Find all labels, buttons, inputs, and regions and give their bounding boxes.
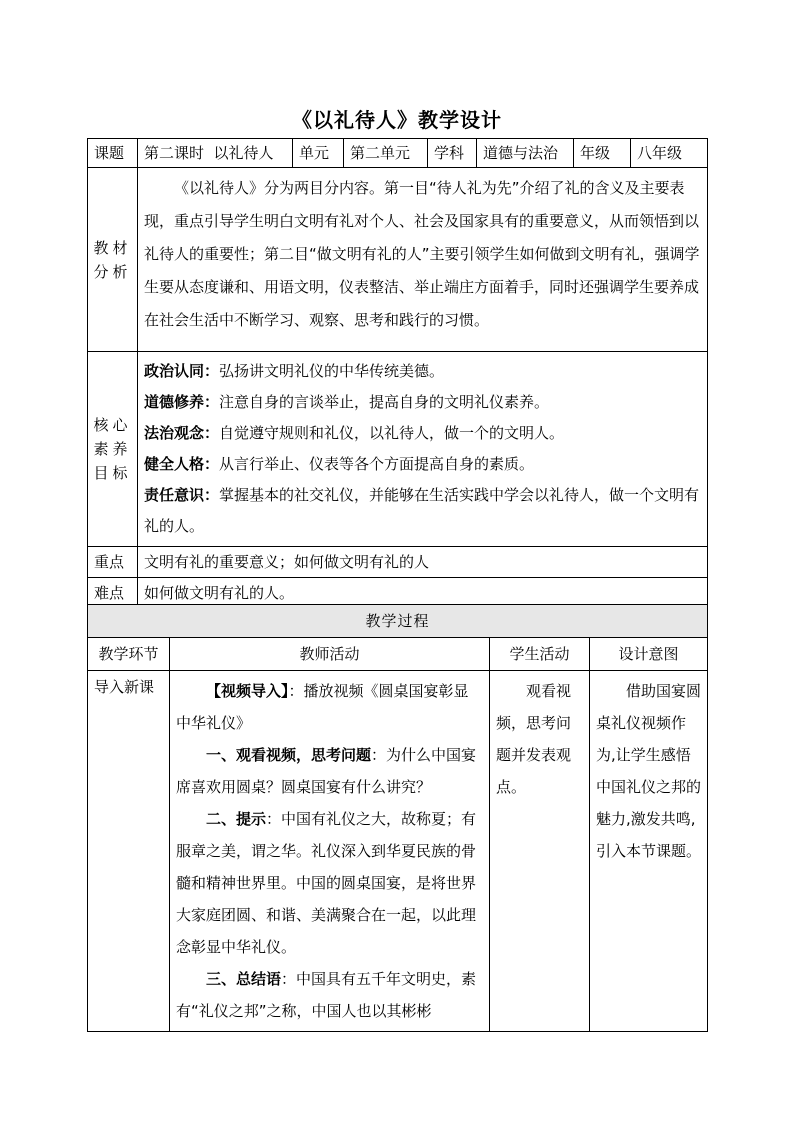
textbook-row [88, 168, 708, 352]
teacher-para [176, 739, 483, 803]
goal-key: 道德修养： [144, 393, 220, 411]
para-text: ：中国具有五千年文明史，素有“礼仪之邦”之称，中国人也以其彬彬 [176, 970, 477, 1020]
lesson-label: 课题 [88, 139, 138, 168]
goal-item [144, 449, 701, 480]
key-point-row [88, 547, 708, 578]
textbook-text: 《以礼待人》分为两目分内容。第一目“待人礼为先”介绍了礼的含义及主要表现，重点引导学生明白文明有礼对个人、社会及国家具有的重要意义，从而领悟到以礼待人的重要性；第二目“做文明有礼的人”主要引领学生如何做到文明有礼，强调学生要从态度谦和、用语文明，仪表整洁、举止端庄方面着手，同时还强调学生要养成在社会生活中不断学习、观察、思考和践行的习惯。 [138, 168, 708, 352]
goal-text: 从言行举止、仪表等各个方面提高自身的素质。 [219, 455, 535, 473]
para-key: 一、观看视频，思考问题 [206, 746, 372, 764]
goal-key: 法治观念： [144, 424, 220, 442]
difficulty-label: 难点 [88, 578, 138, 609]
key-point-label: 重点 [88, 547, 138, 578]
process-header-row [88, 638, 708, 671]
para-key: 二、提示 [206, 810, 267, 828]
lesson-value: 第二课时 以礼待人 [138, 139, 293, 168]
subject-label: 学科 [428, 139, 477, 168]
teacher-para [176, 675, 483, 739]
goal-key: 政治认同： [144, 362, 220, 380]
goal-item [144, 387, 701, 418]
goal-text: 掌握基本的社交礼仪，并能够在生活实践中学会以礼待人，做一个文明有礼的人。 [144, 486, 700, 535]
unit-value: 第二单元 [344, 139, 428, 168]
process-section-title: 教学过程 [88, 605, 708, 638]
grade-label: 年级 [574, 139, 631, 168]
goal-key: 责任意识： [144, 486, 220, 504]
unit-label: 单元 [293, 139, 344, 168]
stage-cell: 导入新课 [88, 671, 170, 1032]
goal-item [144, 480, 701, 542]
goal-item [144, 418, 701, 449]
textbook-label: 教材分析 [88, 168, 138, 352]
para-text: ：为什么中国宴席喜欢用圆桌？圆桌国宴有什么讲究？ [176, 746, 477, 796]
para-text: ：中国有礼仪之大，故称夏；有服章之美，谓之华。礼仪深入到华夏民族的骨髓和精神世界里。中国的圆桌国宴，是将世界大家庭团圆、和谐、美满聚合在一起，以此理念彰显中华礼仪。 [176, 810, 477, 956]
document-title: 《以礼待人》教学设计 [292, 108, 502, 132]
overview-table [87, 138, 708, 609]
para-key: 三、总结语 [206, 970, 282, 988]
subject-value: 道德与法治 [477, 139, 574, 168]
col-stage-header: 教学环节 [88, 638, 170, 671]
difficulty-text: 如何做文明有礼的人。 [138, 578, 708, 609]
col-teacher-header: 教师活动 [170, 638, 490, 671]
goals-row [88, 352, 708, 547]
process-table [87, 604, 708, 1032]
col-intent-header: 设计意图 [590, 638, 708, 671]
intent-cell: 借助国宴圆桌礼仪视频作为,让学生感悟中国礼仪之邦的魅力,激发共鸣,引入本节课题。 [590, 671, 708, 1032]
goal-item [144, 356, 701, 387]
header-row [88, 139, 708, 168]
goal-text: 自觉遵守规则和礼仪，以礼待人，做一个的文明人。 [219, 424, 565, 442]
goals-label: 核心素养目标 [88, 352, 138, 547]
teacher-para [176, 963, 483, 1027]
key-point-text: 文明有礼的重要意义；如何做文明有礼的人 [138, 547, 708, 578]
para-key: 【视频导入】 [206, 682, 289, 700]
goal-key: 健全人格： [144, 455, 220, 473]
col-student-header: 学生活动 [490, 638, 590, 671]
goals-list [138, 352, 708, 547]
para-text: ：播放视频《圆桌国宴彰显中华礼仪》 [176, 682, 469, 732]
goal-text: 弘扬讲文明礼仪的中华传统美德。 [219, 362, 445, 380]
teacher-cell [170, 671, 490, 1032]
process-row [88, 671, 708, 1032]
grade-value: 八年级 [631, 139, 708, 168]
goal-text: 注意自身的言谈举止，提高自身的文明礼仪素养。 [219, 393, 550, 411]
teacher-para [176, 803, 483, 963]
student-cell: 观看视频，思考问题并发表观点。 [490, 671, 590, 1032]
process-section-row [88, 605, 708, 638]
